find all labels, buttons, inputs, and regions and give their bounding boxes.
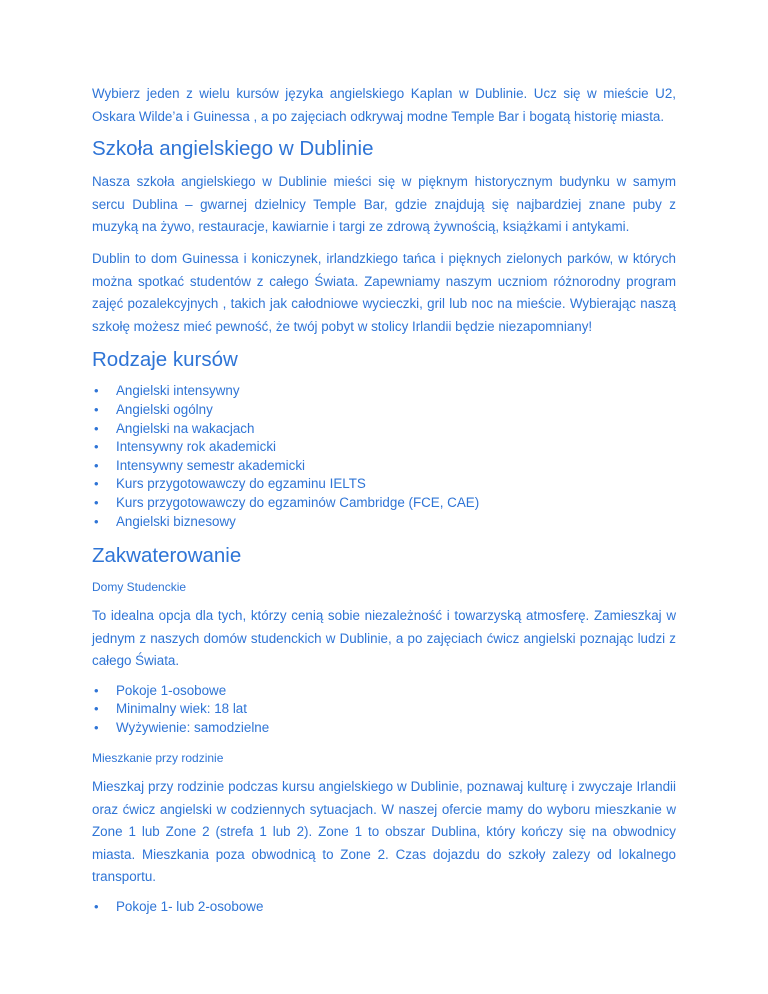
school-paragraph-1: Nasza szkoła angielskiego w Dublinie mieści się w pięknym historycznym budynku w samym sercu Dublina – gwarnej dzielnicy Temple Bar, gdzie znajdują się najbardziej znane puby z muzyką na żywo, restauracje, kawiarnie i targi ze zdrową żywnością, książkami i antykami. [92, 174, 676, 235]
course-label: Intensywny rok akademicki [116, 439, 277, 455]
bullet-icon: • [94, 401, 99, 417]
bullet-icon: • [94, 701, 99, 717]
feature-label: Pokoje 1- lub 2-osobowe [116, 899, 264, 915]
host-family-text: Mieszkaj przy rodzinie podczas kursu angielskiego w Dublinie, poznawaj kulturę i zwyczaje Irlandii oraz ćwicz angielski w codziennych sytuacjach. W naszej ofercie mamy do wyboru mieszkanie w Zone 1 lub Zone 2 (strefa 1 lub 2). Zone 1 to obszar Dublina, który kończy się na obwodnicy miasta. Mieszkania poza obwodnicą to Zone 2. Czas dojazdu do szkoły zalezy od lokalnego transportu. [92, 779, 676, 885]
host-family-title: Mieszkanie przy rodzinie [92, 751, 224, 766]
list-item [92, 401, 676, 420]
list-item [92, 457, 676, 476]
host-family-list [92, 898, 676, 917]
course-label: Angielski na wakacjach [116, 420, 255, 436]
course-label: Kurs przygotowawczy do egzaminów Cambridge (FCE, CAE) [116, 494, 480, 510]
courses-list [92, 382, 676, 531]
bullet-icon: • [94, 899, 99, 915]
student-houses-title: Domy Studenckie [92, 580, 187, 595]
bullet-icon: • [94, 439, 99, 455]
feature-label: Wyżywienie: samodzielne [116, 719, 270, 735]
list-item [92, 898, 676, 917]
feature-label: Pokoje 1-osobowe [116, 682, 227, 698]
student-houses-text: To idealna opcja dla tych, którzy cenią sobie niezależność i towarzyską atmosferę. Zamieszkaj w jednym z naszych domów studenckich w Dublinie, a po zajęciach ćwicz angielski poznając ludzi z całego Świata. [92, 608, 676, 669]
intro-paragraph: Wybierz jeden z wielu kursów języka angielskiego Kaplan w Dublinie. Ucz się w mieście U2, Oskara Wilde’a i Guinessa , a po zajęciach odkrywaj modne Temple Bar i bogatą historię miasta. [92, 86, 676, 124]
bullet-icon: • [94, 513, 99, 529]
course-label: Angielski biznesowy [116, 513, 236, 529]
bullet-icon: • [94, 476, 99, 492]
list-item [92, 494, 676, 513]
course-label: Angielski intensywny [116, 383, 240, 399]
list-item [92, 475, 676, 494]
list-item [92, 700, 676, 718]
bullet-icon: • [94, 383, 99, 399]
course-label: Kurs przygotowawczy do egzaminu IELTS [116, 476, 366, 492]
bullet-icon: • [94, 719, 99, 735]
list-item [92, 682, 676, 700]
course-label: Angielski ogólny [116, 401, 213, 417]
bullet-icon: • [94, 682, 99, 698]
accommodation-heading: Zakwaterowanie [92, 544, 242, 568]
school-heading: Szkoła angielskiego w Dublinie [92, 137, 374, 161]
list-item [92, 513, 676, 532]
bullet-icon: • [94, 494, 99, 510]
list-item [92, 382, 676, 401]
feature-label: Minimalny wiek: 18 lat [116, 701, 247, 717]
course-label: Intensywny semestr akademicki [116, 457, 306, 473]
bullet-icon: • [94, 420, 99, 436]
list-item [92, 420, 676, 439]
school-paragraph-2: Dublin to dom Guinessa i koniczynek, irlandzkiego tańca i pięknych zielonych parków, w których można spotkać studentów z całego Świata. Zapewniamy naszym uczniom różnorodny program zajęć pozalekcyjnych , takich jak całodniowe wycieczki, gril lub noc na mieście. Wybierając naszą szkołę możesz mieć pewność, że twój pobyt w stolicy Irlandii będzie niezapomniany! [92, 250, 676, 334]
list-item [92, 719, 676, 737]
student-houses-list [92, 682, 676, 737]
bullet-icon: • [94, 457, 99, 473]
list-item [92, 438, 676, 457]
courses-heading: Rodzaje kursów [92, 348, 238, 372]
